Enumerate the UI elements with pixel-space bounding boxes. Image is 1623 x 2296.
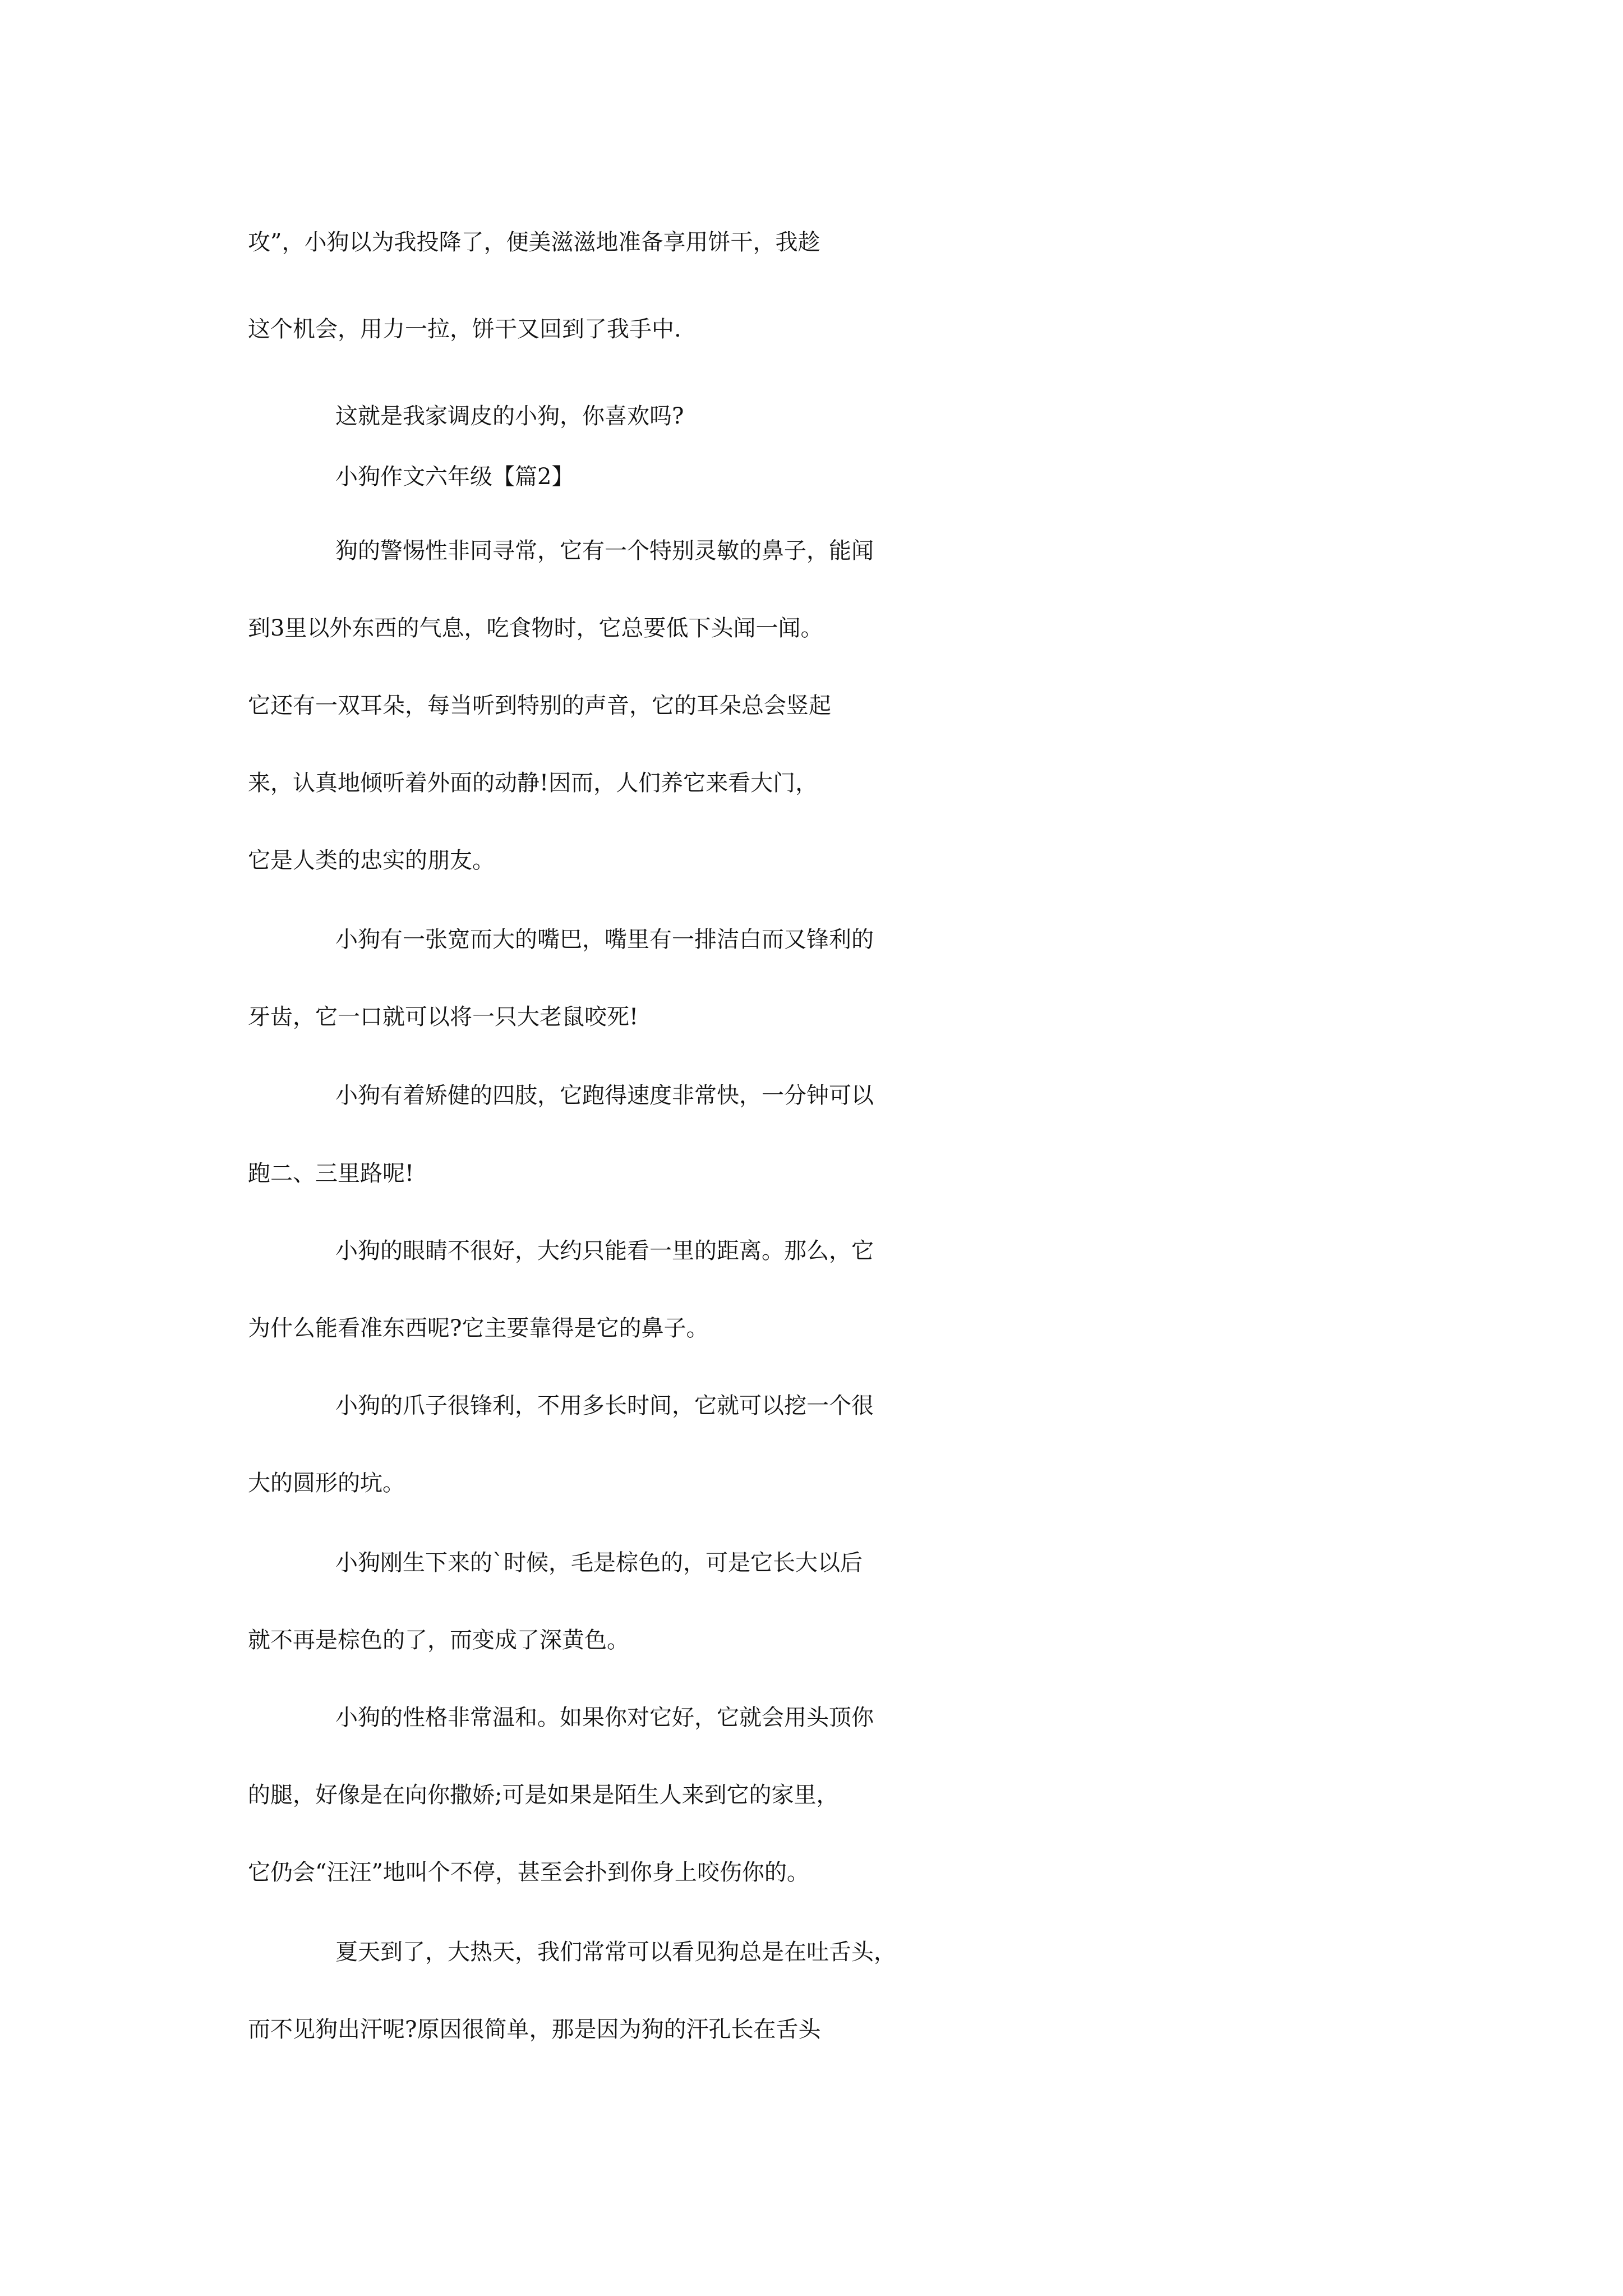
text-line: 狗的警惕性非同寻常，它有一个特别灵敏的鼻子，能闻 bbox=[335, 538, 874, 564]
text-line: 大的圆形的坑。 bbox=[248, 1470, 405, 1496]
text-line: 来，认真地倾听着外面的动静!因而，人们养它来看大门， bbox=[248, 770, 818, 796]
text-line: 夏天到了，大热天，我们常常可以看见狗总是在吐舌头， bbox=[335, 1939, 896, 1965]
text-line: 它是人类的忠实的朋友。 bbox=[248, 848, 495, 873]
text-line: 就不再是棕色的了，而变成了深黄色。 bbox=[248, 1627, 629, 1653]
text-line: 小狗的眼睛不很好，大约只能看一里的距离。那么，它 bbox=[335, 1238, 874, 1264]
text-line: 小狗的性格非常温和。如果你对它好，它就会用头顶你 bbox=[335, 1705, 874, 1731]
text-line: 它还有一双耳朵，每当听到特别的声音，它的耳朵总会竖起 bbox=[248, 693, 831, 719]
text-line: 这就是我家调皮的小狗，你喜欢吗? bbox=[335, 403, 684, 429]
text-line: 它仍会“汪汪”地叫个不停，甚至会扑到你身上咬伤你的。 bbox=[248, 1860, 809, 1885]
text-line: 小狗有一张宽而大的嘴巴，嘴里有一排洁白而又锋利的 bbox=[335, 927, 874, 953]
section-heading: 小狗作文六年级【篇2】 bbox=[335, 464, 574, 490]
text-line: 这个机会，用力一拉，饼干又回到了我手中. bbox=[248, 316, 681, 342]
text-line: 到3里以外东西的气息，吃食物时，它总要低下头闻一闻。 bbox=[248, 615, 823, 641]
text-line: 小狗的爪子很锋利，不用多长时间，它就可以挖一个很 bbox=[335, 1393, 874, 1419]
text-line: 小狗有着矫健的四肢，它跑得速度非常快，一分钟可以 bbox=[335, 1083, 874, 1108]
text-line: 牙齿，它一口就可以将一只大老鼠咬死! bbox=[248, 1004, 639, 1030]
text-line: 小狗刚生下来的`时候，毛是棕色的，可是它长大以后 bbox=[335, 1550, 863, 1576]
text-line: 攻”，小狗以为我投降了，便美滋滋地准备享用饼干，我趁 bbox=[248, 229, 820, 255]
text-line: 为什么能看准东西呢?它主要靠得是它的鼻子。 bbox=[248, 1315, 709, 1341]
text-line: 跑二、三里路呢! bbox=[248, 1161, 414, 1186]
text-line: 而不见狗出汗呢?原因很简单，那是因为狗的汗孔长在舌头 bbox=[248, 2017, 821, 2042]
text-line: 的腿，好像是在向你撒娇;可是如果是陌生人来到它的家里， bbox=[248, 1782, 839, 1808]
